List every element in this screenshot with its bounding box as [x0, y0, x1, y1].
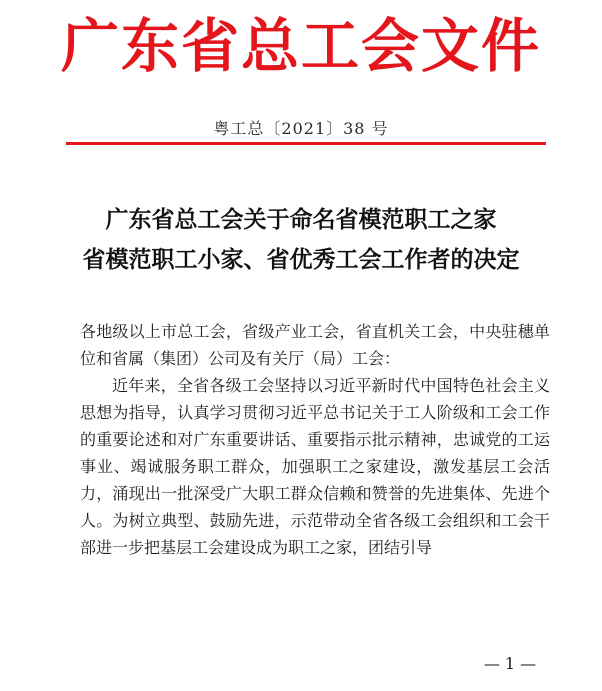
document-title-line-2: 省模范职工小家、省优秀工会工作者的决定: [82, 247, 520, 273]
red-separator-line: [66, 142, 546, 145]
document-masthead: 广东省总工会文件: [60, 12, 541, 80]
document-title-line-1: 广东省总工会关于命名省模范职工之家: [105, 207, 497, 233]
document-body: [80, 318, 550, 561]
page-number: — 1 —: [483, 654, 537, 673]
body-paragraph-1: 近年来，全省各级工会坚持以习近平新时代中国特色社会主义思想为指导，认真学习贯彻习近平总书记关于工人阶级和工会工作的重要论述和对广东重要讲话、重要指示批示精神，忠诚党的工运事业、竭诚服务职工群众，加强职工之家建设，激发基层工会活力，涌现出一批深受广大职工群众信赖和赞誉的先进集体、先进个人。为树立典型、鼓励先进，示范带动全省各级工会组织和工会干部进一步把基层工会建设成为职工之家，团结引导: [80, 376, 550, 557]
salutation: 各地级以上市总工会，省级产业工会，省直机关工会，中央驻穗单位和省属（集团）公司及有关厅（局）工会：: [80, 322, 550, 368]
document-number: 粤工总〔2021〕38 号: [213, 119, 389, 138]
